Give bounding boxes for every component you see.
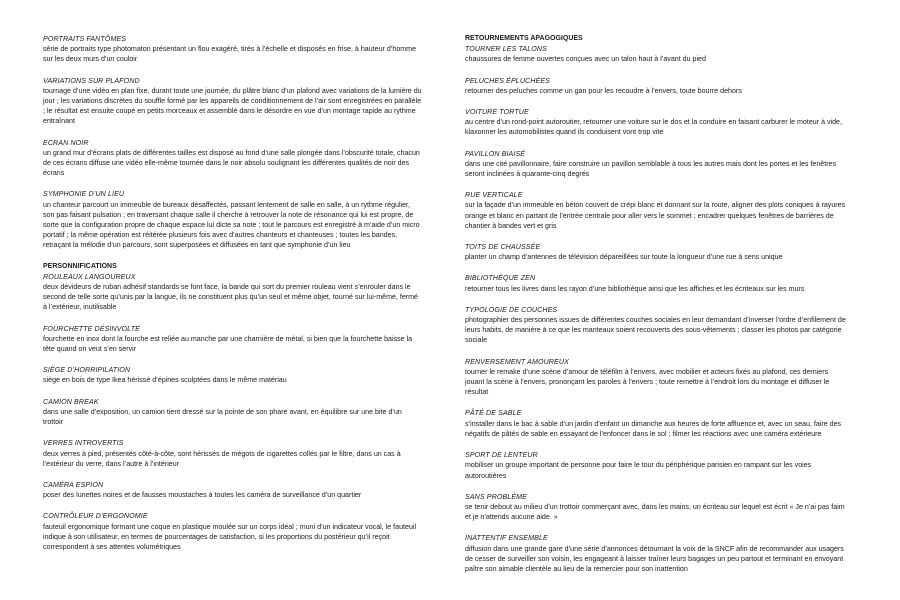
- entry: [465, 190, 847, 231]
- entry-title: SIÈGE D’HORRIPILATION: [43, 366, 131, 375]
- entry-title: CAMÉRA ESPION: [43, 480, 104, 489]
- entry: [43, 365, 423, 385]
- entry-description: dans une salle d’exposition, un camion tient dressé sur la pointe de son phare avant, en équilibre sur une bite d’un trottoir: [43, 407, 402, 427]
- entry: [43, 272, 423, 313]
- entry-description: fourchette en inox dont la fourche est reliée au manche par une charnière de métal, si bien que la fourchette baisse la tête quand on veut s’en servir: [43, 334, 413, 354]
- entry: [43, 324, 423, 355]
- entry-description: se tenir debout au milieu d’un trottoir commerçant avec, dans les mains, un écriteau sur lequel est écrit « Je n’ai pas faim et je n’attends aucune aide. »: [465, 502, 845, 522]
- retournements-entries: [465, 44, 847, 574]
- entry: [43, 76, 423, 127]
- entry-title: FOURCHETTE DÉSINVOLTE: [43, 324, 140, 333]
- entry-description: retourner tous les livres dans les rayon d’une bibliothèque ainsi que les affiches et les écriteaux sur les murs: [465, 284, 805, 293]
- entry-title: PELUCHES ÉPLUCHÉES: [465, 76, 550, 85]
- entry-description: s’installer dans le bac à sable d’un jardin d’enfant un dimanche aux heures de forte affluence et, avec un seau, faire des négatifs de pâtés de sable en essayant de l’enfoncer dans le sol ; filmer les réactions avec une caméra extérieure: [465, 419, 842, 438]
- entry-description: sur la façade d’un immeuble en béton couvert de crépi blanc et donnant sur la route, aligner des plots coniques à rayures orange et blanc en partant de l’entrée centrale pour aller vers le sommet ; encadrer quelques fenêtres de barrières de chantier à bandes vert et gris: [465, 201, 846, 230]
- entry-title: RENVERSEMENT AMOUREUX: [465, 357, 569, 366]
- entry-description: deux dévideurs de ruban adhésif standards se font face, la bande qui sort du premier rouleau vient s’enrouler dans le second de telle sorte qu’unis par la langue, ils ne constituent plus qu’un seul et même objet, tourné sur lui-même, fermé à l’extérieur, inutilisable: [43, 283, 418, 312]
- entry-description: série de portraits type photomaton présentant un flou exagéré, tirés à l’échelle et disposés en frise, à hauteur d’homme sur les deux murs d’un couloir: [43, 45, 417, 64]
- personnifications-entries: [43, 272, 423, 552]
- section-heading: RETOURNEMENTS APAGOGIQUES: [465, 35, 583, 42]
- entry: [465, 450, 847, 481]
- entry: [465, 242, 847, 262]
- entry-title: TYPOLOGIE DE COUCHES: [465, 305, 558, 314]
- entry-title: PÂTÉ DE SABLE: [465, 409, 522, 418]
- entry: [43, 480, 423, 500]
- entry-description: un chanteur parcourt un immeuble de bureaux désaffectés, passant lentement de salle en salle, à un rythme régulier, son pas faisant pulsation ; en traversant chaque salle il cherche à retrouver la note de résonance qui lui est propre, de sorte que la configuration propre de chaque espace lui dicte sa note ; tout le parcours est enregistré à m’aide d’un micro portatif ; la même opération est réitérée plusieurs fois avec d’autres chanteurs et chanteuses ; toutes les bandes, retraçant la mélodie d’un parcours, sont superposées et diffusées en tant que symphonie d’un lieu: [43, 200, 420, 250]
- section-heading: PERSONNIFICATIONS: [43, 262, 117, 270]
- entry-title: TOITS DE CHAUSSÉE: [465, 243, 541, 252]
- entry: [465, 44, 847, 64]
- entry-description: mobiliser un groupe important de personne pour faire le tour du périphérique parisien en rampant sur les voies autoroutières: [465, 461, 812, 480]
- entry-description: deux verres à pied, présentés côté-à-côte, sont hérissés de mégots de cigarettes collés par le filtre, dans un cas à l’extérieur du verre, dans l’autre à l’intérieur: [43, 449, 401, 468]
- entry-title: SANS PROBLÈME: [465, 492, 528, 501]
- entry-title: ECRAN NOIR: [43, 138, 89, 147]
- entry-title: VERRES INTROVERTIS: [43, 439, 124, 448]
- entry-description: siège en bois de type Ikea hérissé d’épines sculptées dans le même matériau: [43, 376, 287, 385]
- right-column: [465, 34, 847, 585]
- entry: [465, 107, 847, 138]
- entry: [465, 357, 847, 398]
- entry-description: dans une cité pavillonnaire, faire construire un pavillon semblable à tous les autres mais dont les portes et les fenêtres seront inclinées à quarante-cinq degrés: [465, 159, 837, 179]
- entry: [43, 438, 423, 469]
- entry-description: poser des lunettes noires et de fausses moustaches à toutes les caméra de surveillance d’un quartier: [43, 491, 362, 500]
- entry: [43, 189, 423, 250]
- entry-title: BIBLIOTHÈQUE ZEN: [465, 274, 536, 283]
- entry: [43, 34, 423, 65]
- entry-description: planter un champ d’antennes de télévision dépareillées sur toute la longueur d’une rue à sens unique: [465, 253, 783, 262]
- entry: [43, 138, 423, 179]
- entry: [465, 273, 847, 293]
- entry: [43, 397, 423, 428]
- entry-description: tourner le remake d’une scène d’amour de téléfilm à l’envers, avec mobilier et acteurs fixés au plafond, ces derniers jouant la scène à l’envers, prononçant les paroles à l’envers ; toute remettre à l’endroit lors du montage et diffuser le résultat: [465, 367, 830, 397]
- entry-title: SPORT DE LENTEUR: [465, 451, 538, 460]
- entry-title: CONTRÔLEUR D’ERGONOMIE: [43, 512, 148, 521]
- entry: [43, 511, 423, 552]
- entry-title: PORTRAITS FANTÔMES: [43, 35, 127, 43]
- entry-description: diffusion dans une grande gare d’une série d’annonces détournant la voix de la SNCF afin de recommander aux usagers de cesser de surveiller son voisin, les engageant à laisser traîner leurs bagages un peu partout et terminant en envoyant paître son aimable clientèle au lieu de la remercier pour son inattention: [465, 544, 844, 573]
- entry-title: RUE VERTICALE: [465, 191, 523, 200]
- entry-description: au centre d’un rond-point autoroutier, retourner une voiture sur le dos et la conduire en faisant carburer le moteur à vide, klaxonner les automobilistes quand ils conduisent vont trop vite: [465, 118, 842, 137]
- entry: [465, 492, 847, 523]
- entry-title: CAMION BREAK: [43, 397, 99, 406]
- entry-description: un grand mur d’écrans plats de différentes tailles est disposé au fond d’une salle plongée dans l’obscurité totale, chacun de ces écrans diffuse une vidéo elle-même tournée dans le noir absolu soulignant les différentes qualités de noir des écrans: [43, 148, 420, 178]
- entry: [465, 76, 847, 96]
- entry-title: TOURNER LES TALONS: [465, 45, 547, 54]
- left-column: [43, 34, 423, 563]
- entry-description: tournage d’une vidéo en plan fixe, durant toute une journée, du plâtre blanc d’un plafond avec variations de la lumière du jour ; les variations discrètes du souffle formé par les appareils de conditionnement de l’air sont enregistrées en parallèle ; le résultat est ensuite coupé en petits morceaux et assemblé dans le désordre en vue d’un montage rapide au rythme entraînant: [43, 86, 422, 126]
- entry-title: PAVILLON BIAISÉ: [465, 149, 526, 158]
- entry-description: photographier des personnes issues de différentes couches sociales en leur demandant d’inverser l’ordre d’enfilement de leurs habits, de manière à ce que les manteaux soient recouverts des sous-vêtements ; classer les photos par catégorie sociale: [465, 316, 846, 345]
- entry-title: INATTENTIF ENSEMBLE: [465, 534, 548, 543]
- entry-description: fauteuil ergonomique formant une coque en plastique moulée sur un corps idéal ; muni d’un indicateur vocal, le fauteuil indique à son utilisateur, en termes de pourcentages de satisfaction, si les proportions du postérieur qu’il reçoit correspondent à ses attentes volumétriques: [43, 522, 417, 551]
- left-entries: [43, 34, 423, 251]
- entry: [465, 305, 847, 346]
- entry-title: ROULEAUX LANGOUREUX: [43, 272, 136, 281]
- personnifications-section: [43, 262, 423, 552]
- entry-title: SYMPHONIE D’UN LIEU: [43, 190, 125, 199]
- entry: [465, 533, 847, 574]
- entry: [465, 149, 847, 180]
- entry-description: retourner des peluches comme un gan pour les recoudre à l’envers, toute bourre dehors: [465, 86, 742, 95]
- entry-title: VOITURE TORTUE: [465, 108, 529, 117]
- entry: [465, 408, 847, 439]
- entry-description: chaussures de femme ouvertes conçues avec un talon haut à l’avant du pied: [465, 55, 706, 64]
- entry-title: VARIATIONS SUR PLAFOND: [43, 76, 140, 85]
